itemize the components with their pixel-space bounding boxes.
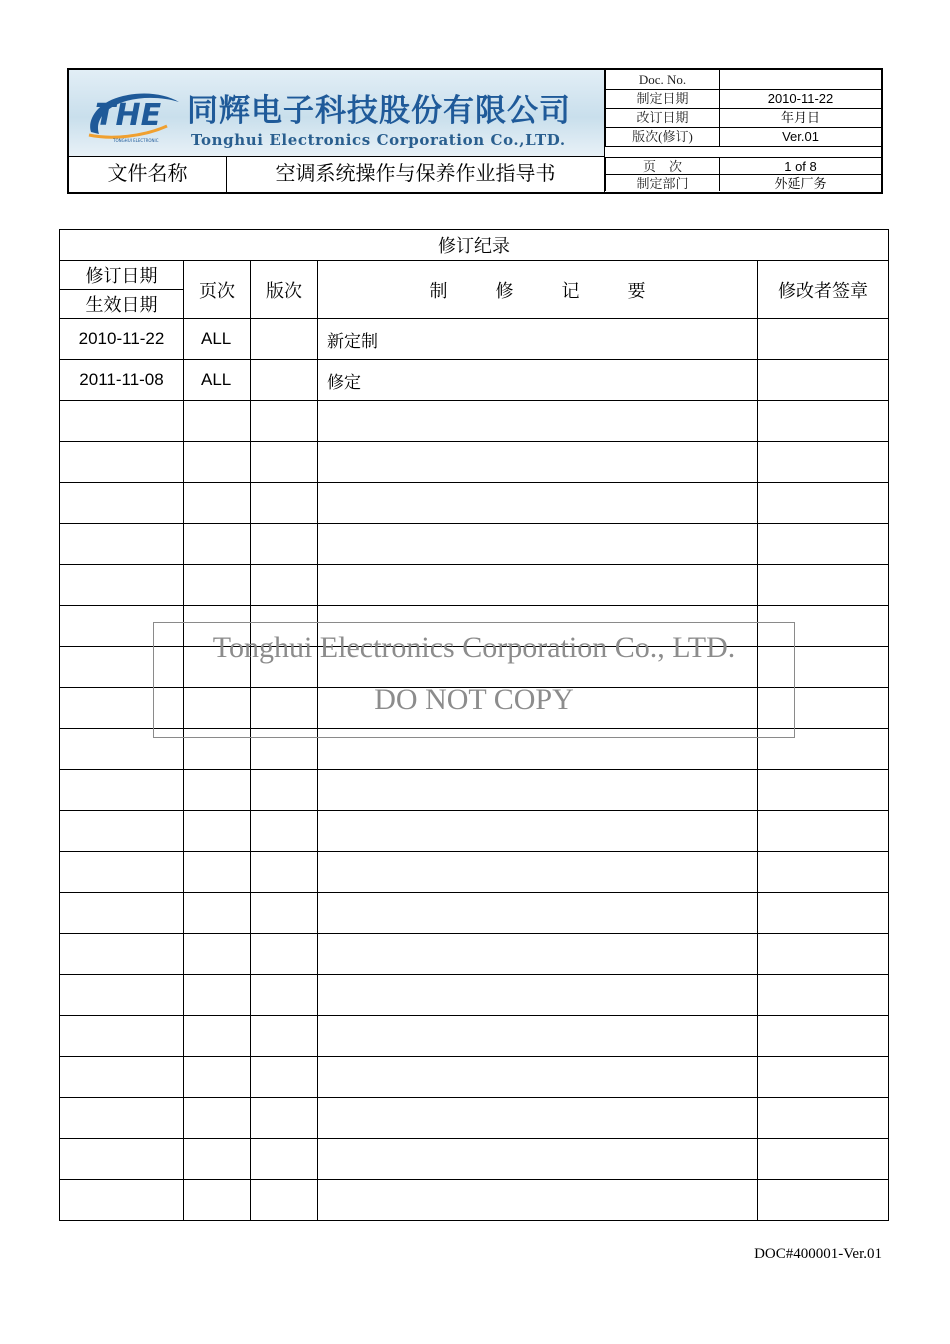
meta-value-department: 外延厂务 <box>720 175 882 192</box>
company-logo-icon <box>83 80 183 146</box>
cell-date <box>60 1180 184 1221</box>
table-row <box>60 565 889 606</box>
cell-page <box>184 565 251 606</box>
col-header-revised-date: 修订日期 <box>60 261 184 290</box>
cell-description <box>318 811 758 852</box>
cell-version <box>251 1016 318 1057</box>
document-meta-table-2 <box>605 157 881 191</box>
cell-version <box>251 975 318 1016</box>
cell-version <box>251 1098 318 1139</box>
cell-page <box>184 893 251 934</box>
cell-version <box>251 893 318 934</box>
cell-description <box>318 1057 758 1098</box>
cell-page <box>184 606 251 647</box>
col-header-effective-date: 生效日期 <box>60 290 184 319</box>
cell-signer <box>758 1139 889 1180</box>
cell-signer <box>758 688 889 729</box>
cell-signer <box>758 975 889 1016</box>
meta-label-version: 版次(修订) <box>606 127 720 146</box>
cell-version <box>251 647 318 688</box>
cell-signer <box>758 811 889 852</box>
cell-description <box>318 975 758 1016</box>
watermark-line-do-not-copy: DO NOT COPY <box>374 683 574 716</box>
cell-page <box>184 688 251 729</box>
meta-label-page: 页 次 <box>606 158 720 175</box>
meta-label-department: 制定部门 <box>606 175 720 192</box>
cell-date: 2011-11-08 <box>60 360 184 401</box>
cell-page <box>184 729 251 770</box>
cell-version <box>251 1139 318 1180</box>
cell-date <box>60 1057 184 1098</box>
col-header-page: 页次 <box>184 261 251 319</box>
cell-signer <box>758 1057 889 1098</box>
cell-description <box>318 688 758 729</box>
table-row <box>60 1139 889 1180</box>
cell-signer <box>758 524 889 565</box>
cell-description <box>318 770 758 811</box>
cell-page <box>184 770 251 811</box>
cell-date <box>60 1139 184 1180</box>
cell-description <box>318 1180 758 1221</box>
svg-text:TONGHUI ELECTRONIC: TONGHUI ELECTRONIC <box>113 138 159 143</box>
cell-page <box>184 647 251 688</box>
cell-description <box>318 1098 758 1139</box>
cell-signer <box>758 360 889 401</box>
table-row <box>60 483 889 524</box>
cell-date: 2010-11-22 <box>60 319 184 360</box>
cell-signer <box>758 442 889 483</box>
cell-description <box>318 852 758 893</box>
table-row <box>60 319 889 360</box>
table-row <box>60 688 889 729</box>
cell-date <box>60 975 184 1016</box>
cell-date <box>60 729 184 770</box>
cell-version <box>251 1057 318 1098</box>
cell-signer <box>758 852 889 893</box>
cell-version <box>251 401 318 442</box>
cell-description: 修定 <box>318 360 758 401</box>
meta-value-created-date: 2010-11-22 <box>720 89 882 108</box>
cell-description <box>318 1139 758 1180</box>
cell-version <box>251 319 318 360</box>
cell-description <box>318 401 758 442</box>
document-meta-table <box>605 70 881 147</box>
col-header-signer: 修改者签章 <box>758 261 889 319</box>
cell-page <box>184 934 251 975</box>
cell-page: ALL <box>184 319 251 360</box>
table-row <box>60 606 889 647</box>
cell-page <box>184 483 251 524</box>
cell-date <box>60 893 184 934</box>
cell-date <box>60 688 184 729</box>
table-row <box>60 893 889 934</box>
cell-description <box>318 729 758 770</box>
doc-name-label: 文件名称 <box>69 157 227 192</box>
cell-date <box>60 647 184 688</box>
cell-page <box>184 442 251 483</box>
cell-signer <box>758 1098 889 1139</box>
table-row <box>60 360 889 401</box>
cell-version <box>251 1180 318 1221</box>
meta-value-page: 1 of 8 <box>720 158 882 175</box>
cell-page <box>184 811 251 852</box>
cell-version <box>251 442 318 483</box>
table-row <box>60 1098 889 1139</box>
cell-page <box>184 852 251 893</box>
cell-page <box>184 975 251 1016</box>
cell-signer <box>758 1180 889 1221</box>
table-row <box>60 442 889 483</box>
cell-date <box>60 524 184 565</box>
cell-signer <box>758 647 889 688</box>
cell-signer <box>758 606 889 647</box>
cell-page <box>184 1057 251 1098</box>
table-row <box>60 852 889 893</box>
watermark-line-company: Tonghui Electronics Corporation Co., LTD. <box>212 631 736 664</box>
cell-signer <box>758 401 889 442</box>
cell-version <box>251 852 318 893</box>
cell-signer <box>758 319 889 360</box>
cell-date <box>60 401 184 442</box>
table-row <box>60 975 889 1016</box>
cell-version <box>251 688 318 729</box>
cell-version <box>251 524 318 565</box>
table-row <box>60 770 889 811</box>
cell-date <box>60 1098 184 1139</box>
cell-version <box>251 360 318 401</box>
cell-description <box>318 524 758 565</box>
cell-date <box>60 852 184 893</box>
cell-date <box>60 934 184 975</box>
cell-description <box>318 442 758 483</box>
cell-date <box>60 483 184 524</box>
svg-text:THE: THE <box>95 98 162 133</box>
cell-version <box>251 483 318 524</box>
table-row <box>60 729 889 770</box>
cell-description: 新定制 <box>318 319 758 360</box>
cell-version <box>251 606 318 647</box>
col-header-version: 版次 <box>251 261 318 319</box>
footer-doc-code: DOC#400001-Ver.01 <box>754 1246 882 1262</box>
revision-table-body <box>60 319 889 1221</box>
cell-date <box>60 770 184 811</box>
meta-label-created-date: 制定日期 <box>606 89 720 108</box>
cell-page <box>184 1098 251 1139</box>
cell-page <box>184 1139 251 1180</box>
cell-page <box>184 1180 251 1221</box>
cell-signer <box>758 934 889 975</box>
table-row <box>60 811 889 852</box>
cell-signer <box>758 893 889 934</box>
col-header-description: 制 修 记 要 <box>318 261 758 319</box>
meta-value-revised-date: 年月日 <box>720 108 882 127</box>
cell-version <box>251 770 318 811</box>
cell-page <box>184 401 251 442</box>
cell-page <box>184 524 251 565</box>
cell-page: ALL <box>184 360 251 401</box>
company-logo-banner <box>69 70 605 157</box>
table-row <box>60 647 889 688</box>
cell-description <box>318 1016 758 1057</box>
table-row <box>60 1057 889 1098</box>
cell-date <box>60 442 184 483</box>
cell-signer <box>758 1016 889 1057</box>
revision-table <box>59 229 889 1221</box>
doc-name-value: 空调系统操作与保养作业指导书 <box>227 157 605 192</box>
meta-label-revised-date: 改订日期 <box>606 108 720 127</box>
cell-description <box>318 934 758 975</box>
cell-page <box>184 1016 251 1057</box>
cell-description <box>318 483 758 524</box>
table-row <box>60 1180 889 1221</box>
table-row <box>60 524 889 565</box>
cell-date <box>60 811 184 852</box>
meta-value-version: Ver.01 <box>720 127 882 146</box>
company-name-en: Tonghui Electronics Corporation Co.,LTD. <box>191 131 566 149</box>
cell-date <box>60 565 184 606</box>
table-row <box>60 934 889 975</box>
cell-description <box>318 565 758 606</box>
cell-version <box>251 729 318 770</box>
meta-label-doc-no: Doc. No. <box>606 70 720 89</box>
table-row <box>60 1016 889 1057</box>
cell-description <box>318 893 758 934</box>
cell-date <box>60 1016 184 1057</box>
cell-signer <box>758 565 889 606</box>
cell-signer <box>758 729 889 770</box>
meta-value-doc-no <box>720 70 882 89</box>
revision-table-title: 修订纪录 <box>60 230 889 261</box>
cell-version <box>251 934 318 975</box>
cell-version <box>251 811 318 852</box>
cell-description <box>318 606 758 647</box>
company-name-cn: 同辉电子科技股份有限公司 <box>187 93 571 129</box>
table-row <box>60 401 889 442</box>
cell-signer <box>758 483 889 524</box>
cell-signer <box>758 770 889 811</box>
cell-version <box>251 565 318 606</box>
cell-description <box>318 647 758 688</box>
cell-date <box>60 606 184 647</box>
document-header <box>67 68 883 194</box>
